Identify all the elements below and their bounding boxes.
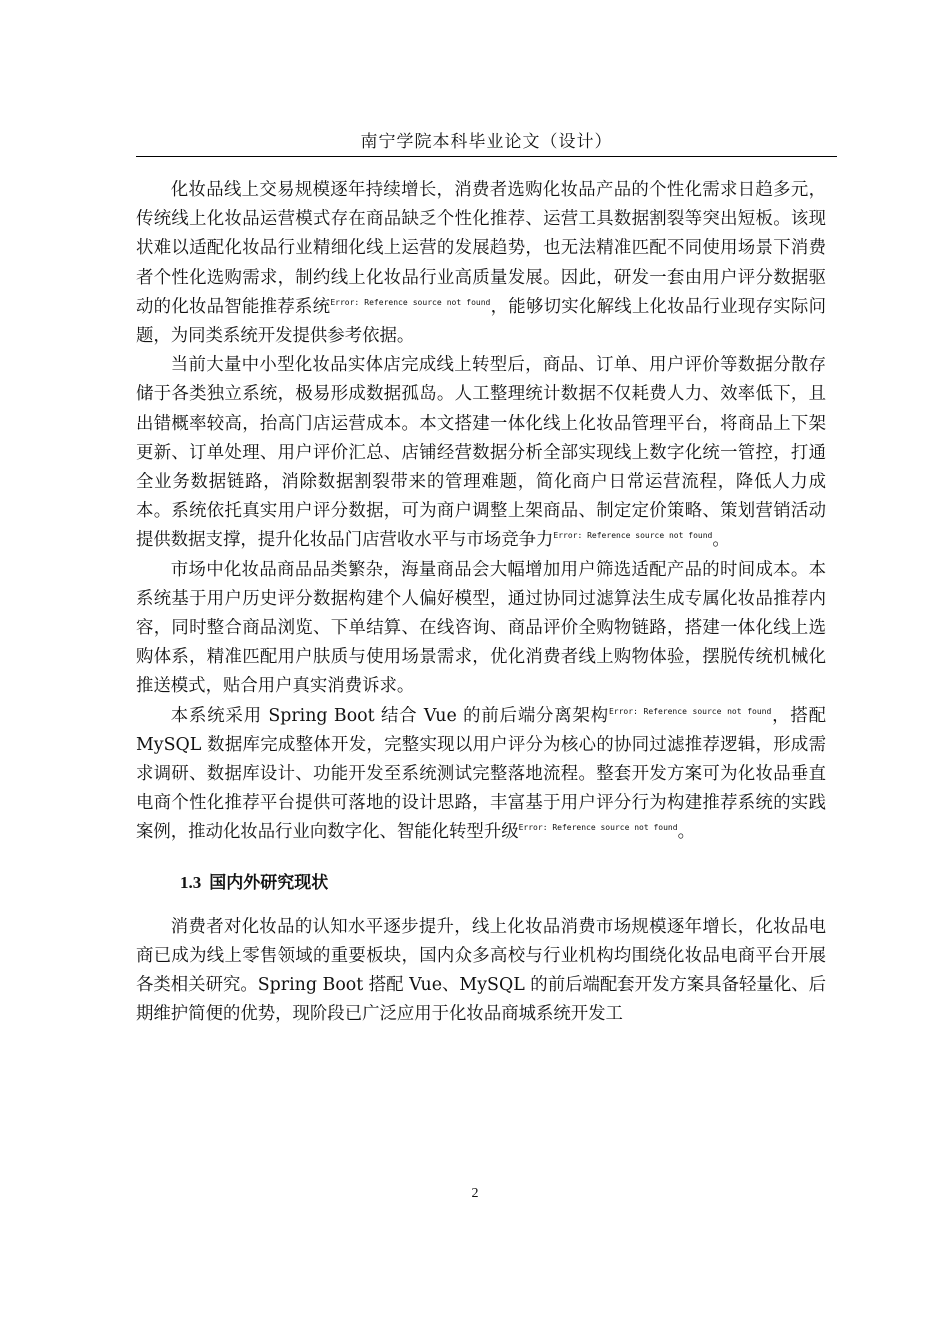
section-paragraph: 消费者对化妆品的认知水平逐步提升，线上化妆品消费市场规模逐年增长，化妆品电商已成为线上零售领域的重要板块，国内众多高校与行业机构均围绕化妆品电商平台开展各类相关研究。Spring Boot 搭配 Vue、MySQL 的前后端配套开发方案具备轻量化、后期维护简便的优势，现阶段已广泛应用于化妆品商城系统开发工 — [136, 916, 826, 1025]
paragraph-2 — [136, 351, 826, 555]
page-number: 2 — [471, 1186, 479, 1201]
paragraph-4-text: 本系统采用 Spring Boot 结合 Vue 的前后端分离架构 — [170, 705, 609, 726]
paragraph-4-text-mid: ，搭配 MySQL 数据库完成整体开发，完整实现以用户评分为核心的协同过滤推荐逻辑，形成需求调研、数据库设计、功能开发至系统测试完整落地流程。整套开发方案可为化妆品垂直电商个性化推荐平台提供可落地的设计思路，丰富基于用户评分行为构建推荐系统的实践案例，推动化妆品行业向数字化、智能化转型升级 — [136, 705, 826, 843]
header-rule — [136, 156, 837, 157]
section-heading — [136, 871, 826, 895]
paragraph-2-text-tail: 。 — [712, 530, 730, 551]
paragraph-4 — [136, 702, 826, 848]
section-title: 国内外研究现状 — [209, 872, 329, 892]
body-text — [136, 176, 826, 1029]
reference-marker: Error: Reference source not found — [330, 297, 491, 307]
paragraph-3 — [136, 556, 826, 702]
reference-marker: Error: Reference source not found — [518, 823, 678, 833]
reference-marker: Error: Reference source not found — [608, 706, 772, 716]
reference-marker: Error: Reference source not found — [553, 531, 713, 541]
paragraph-1-text-tail: ，能够切实化解线上化妆品行业现存实际问题，为同类系统开发提供参考依据。 — [136, 296, 826, 347]
paragraph-2-text: 当前大量中小型化妆品实体店完成线上转型后，商品、订单、用户评价等数据分散存储于各类独立系统，极易形成数据孤岛。人工整理统计数据不仅耗费人力、效率低下，且出错概率较高，抬高门店运营成本。本文搭建一体化线上化妆品管理平台，将商品上下架更新、订单处理、用户评价汇总、店铺经营数据分析全部实现线上数字化统一管控，打通全业务数据链路，消除数据割裂带来的管理难题，简化商户日常运营流程，降低人力成本。系统依托真实用户评分数据，可为商户调整上架商品、制定定价策略、策划营销活动提供数据支撑，提升化妆品门店营收水平与市场竞争力 — [136, 355, 826, 551]
section-number: 1.3 — [180, 872, 202, 892]
running-header: 南宁学院本科毕业论文（设计） — [360, 132, 613, 152]
paragraph-4-text-tail: 。 — [677, 822, 695, 843]
paragraph-1-text: 化妆品线上交易规模逐年持续增长，消费者选购化妆品产品的个性化需求日趋多元，传统线上化妆品运营模式存在商品缺乏个性化推荐、运营工具数据割裂等突出短板。该现状难以适配化妆品行业精细化线上运营的发展趋势，也无法精准匹配不同使用场景下消费者个性化选购需求，制约线上化妆品行业高质量发展。因此，研发一套由用户评分数据驱动的化妆品智能推荐系统 — [136, 180, 826, 317]
paragraph-3-text: 市场中化妆品商品品类繁杂，海量商品会大幅增加用户筛选适配产品的时间成本。本系统基于用户历史评分数据构建个人偏好模型，通过协同过滤算法生成专属化妆品推荐内容，同时整合商品浏览、下单结算、在线咨询、商品评价全购物链路，搭建一体化线上选购体系，精准匹配用户肤质与使用场景需求，优化消费者线上购物体验，摆脱传统机械化推送模式，贴合用户真实消费诉求。 — [136, 559, 826, 697]
paragraph-1 — [136, 176, 826, 351]
